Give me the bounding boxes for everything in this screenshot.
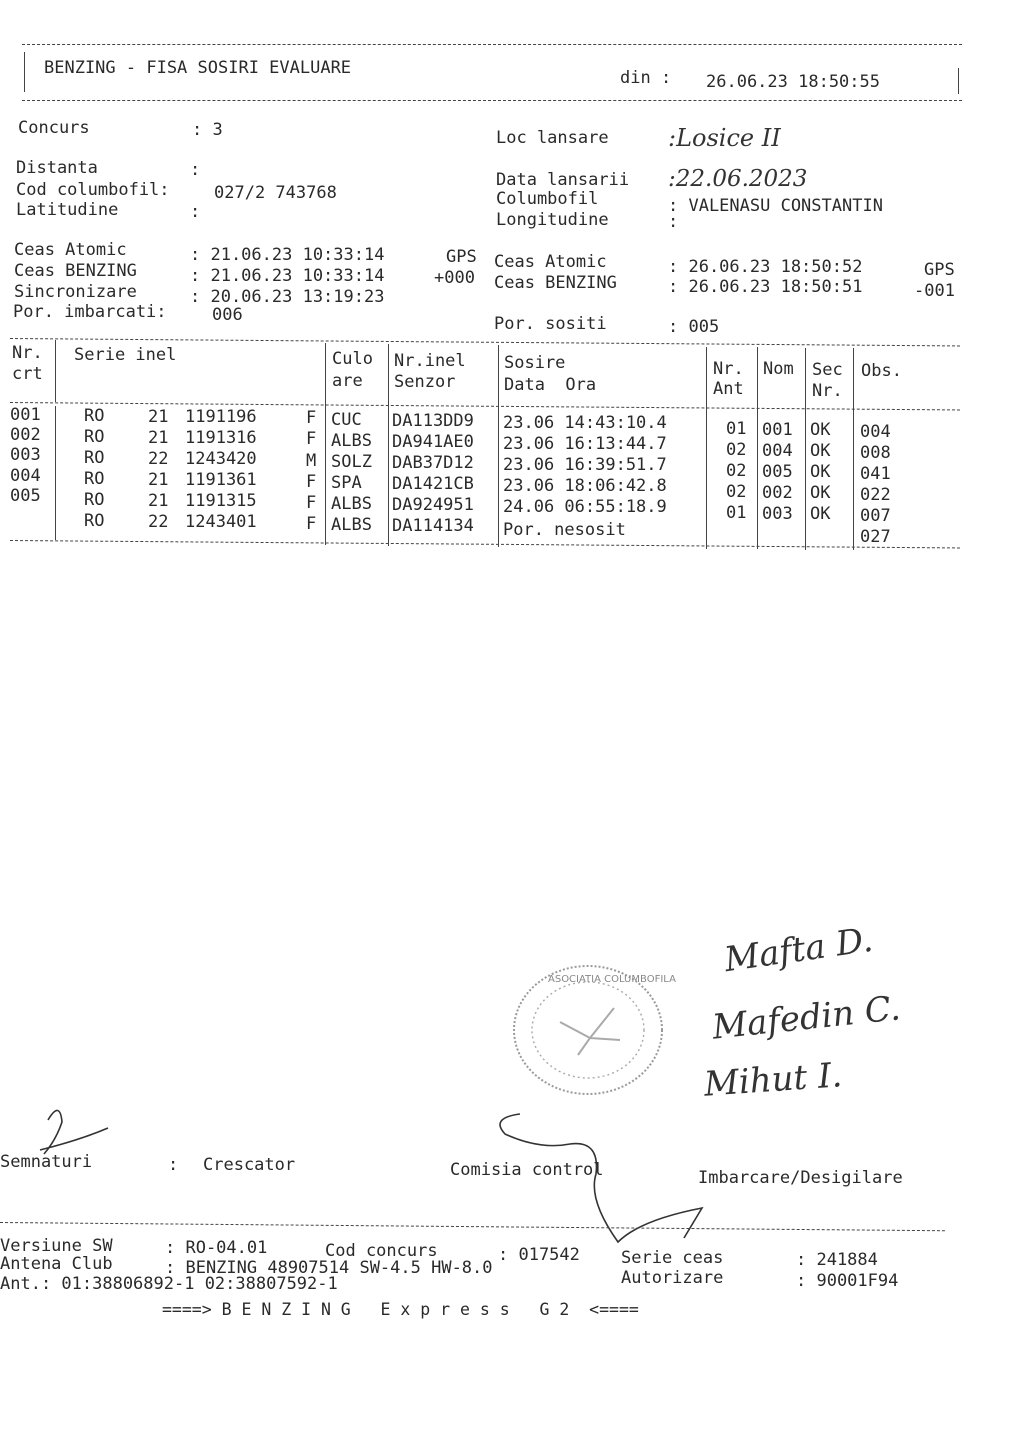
cell-ant: 01 bbox=[726, 419, 747, 439]
th-sosire: Sosire bbox=[504, 353, 566, 373]
cell-senzor: DA114134 bbox=[392, 516, 474, 536]
cell-sex: F bbox=[306, 514, 317, 534]
imbarcati-value: 006 bbox=[212, 305, 243, 325]
cell-inel: 1191196 bbox=[185, 407, 257, 427]
cell-culoare: ALBS bbox=[331, 431, 372, 451]
cod-concurs-label: Cod concurs bbox=[325, 1241, 438, 1261]
th-sec-nr: Nr. bbox=[812, 381, 843, 401]
ceas-benzing-value-right: : 26.06.23 18:50:51 bbox=[668, 277, 863, 297]
cell-inel: 1243420 bbox=[185, 449, 257, 469]
col-sep bbox=[706, 347, 707, 549]
cell-nom: 001 bbox=[762, 420, 793, 440]
cell-an: 21 bbox=[148, 407, 169, 427]
cell-an: 21 bbox=[148, 491, 169, 511]
cell-senzor: DA113DD9 bbox=[392, 411, 474, 431]
crescator-label: Crescator bbox=[203, 1155, 296, 1175]
sositi-value: : 005 bbox=[668, 317, 720, 337]
cell-obs: 022 bbox=[860, 485, 891, 505]
cell-culoare: ALBS bbox=[331, 494, 372, 514]
distanta-value: : bbox=[190, 160, 201, 180]
col-sep bbox=[805, 348, 806, 550]
cod-columbofil-label: Cod columbofil: bbox=[16, 180, 170, 200]
th-nr-inel: Nr.inel bbox=[394, 351, 466, 371]
col-sep bbox=[55, 340, 56, 402]
th-obs: Obs. bbox=[861, 361, 902, 381]
ceas-benzing-label-right: Ceas BENZING bbox=[494, 273, 617, 293]
cell-obs: 007 bbox=[860, 506, 891, 526]
th-nr-ant: Nr. bbox=[713, 359, 744, 379]
cell-sosire: 23.06 18:06:42.8 bbox=[503, 476, 667, 496]
semnaturi-sep: : bbox=[168, 1155, 179, 1175]
versiune-label: Versiune SW bbox=[0, 1236, 113, 1256]
versiune-value: : RO-04.01 bbox=[165, 1238, 268, 1258]
cell-inel: 1191361 bbox=[185, 470, 257, 490]
document-title: BENZING - FISA SOSIRI EVALUARE bbox=[44, 58, 352, 78]
handwritten-signature-3: Mihut I. bbox=[702, 1055, 844, 1105]
cell-inel: 1243401 bbox=[185, 512, 257, 532]
cell-nr: 001 bbox=[10, 405, 41, 425]
cell-sosire: 23.06 16:13:44.7 bbox=[503, 434, 667, 454]
ceas-atomic-value-left: : 21.06.23 10:33:14 bbox=[190, 245, 385, 265]
ceas-atomic-src-right: GPS bbox=[924, 260, 955, 280]
antenna-serials: Ant.: 01:38806892-1 02:38807592-1 bbox=[0, 1274, 338, 1294]
autorizare-value: : 90001F94 bbox=[796, 1271, 899, 1291]
col-sep bbox=[757, 347, 758, 549]
sincronizare-value: : 20.06.23 13:19:23 bbox=[190, 287, 385, 307]
loc-lansare-handwritten: Losice II bbox=[676, 124, 781, 152]
cell-obs: 008 bbox=[860, 443, 891, 463]
th-senzor: Senzor bbox=[394, 372, 456, 392]
sositi-label: Por. sositi bbox=[494, 314, 607, 334]
cell-nr: 004 bbox=[10, 466, 41, 486]
col-sep bbox=[853, 348, 854, 550]
cell-sosire: 23.06 14:43:10.4 bbox=[503, 413, 667, 433]
latitudine-label: Latitudine bbox=[16, 200, 119, 220]
imbarcati-label: Por. imbarcati: bbox=[13, 302, 167, 322]
cell-senzor: DA924951 bbox=[392, 495, 474, 515]
col-sep bbox=[498, 345, 499, 547]
cell-obs: 004 bbox=[860, 422, 891, 442]
cell-sec: OK bbox=[810, 462, 831, 482]
stamp-text: ASOCIATIA COLUMBOFILA bbox=[548, 974, 676, 985]
header-date-value: 26.06.23 18:50:55 bbox=[706, 72, 880, 92]
cell-sex: F bbox=[306, 493, 317, 513]
cell-sex: M bbox=[306, 451, 317, 471]
cell-nom: 003 bbox=[762, 504, 793, 524]
cell-culoare: SOLZ bbox=[331, 452, 372, 472]
cell-sec: OK bbox=[810, 441, 831, 461]
loc-lansare-label: Loc lansare bbox=[496, 128, 609, 148]
cell-sosire: Por. nesosit bbox=[503, 520, 626, 540]
serie-ceas-label: Serie ceas bbox=[621, 1248, 724, 1268]
th-culoare-2: are bbox=[332, 371, 363, 391]
cell-nom: 002 bbox=[762, 483, 793, 503]
cod-concurs-value: : 017542 bbox=[498, 1245, 580, 1265]
cell-nr: 003 bbox=[10, 445, 41, 465]
cell-obs: 027 bbox=[860, 527, 891, 547]
cell-nr: 002 bbox=[10, 425, 41, 445]
serie-ceas-value: : 241884 bbox=[796, 1250, 878, 1270]
th-ant: Ant bbox=[713, 379, 744, 399]
cell-culoare: CUC bbox=[331, 410, 362, 430]
imbarcare-desigilare-label: Imbarcare/Desigilare bbox=[698, 1168, 903, 1188]
ceas-atomic-src-left: GPS bbox=[446, 247, 477, 267]
ceas-atomic-label-right: Ceas Atomic bbox=[494, 252, 607, 272]
loc-lansare-value: :Losice II bbox=[668, 124, 781, 152]
col-sep bbox=[325, 343, 326, 545]
header-right-border bbox=[958, 68, 959, 94]
sincronizare-label: Sincronizare bbox=[14, 282, 137, 302]
cell-nr: 005 bbox=[10, 486, 41, 506]
th-crt: crt bbox=[12, 364, 43, 384]
ceas-benzing-diff-right: -001 bbox=[914, 281, 955, 301]
cell-obs: 041 bbox=[860, 464, 891, 484]
signature-strokes bbox=[0, 1100, 1024, 1300]
cell-sex: F bbox=[306, 429, 317, 449]
antena-club-value: : BENZING 48907514 SW-4.5 HW-8.0 bbox=[165, 1258, 493, 1278]
cell-an: 22 bbox=[148, 512, 169, 532]
cell-inel: 1191315 bbox=[185, 491, 257, 511]
cell-tara: RO bbox=[84, 406, 105, 426]
table-bottom-rule bbox=[10, 540, 960, 548]
cell-ant: 01 bbox=[726, 503, 747, 523]
header-bottom-rule bbox=[22, 100, 962, 101]
cell-tara: RO bbox=[84, 427, 105, 447]
cell-sex: F bbox=[306, 472, 317, 492]
cell-tara: RO bbox=[84, 469, 105, 489]
cell-sec: OK bbox=[810, 420, 831, 440]
cell-nom: 004 bbox=[762, 441, 793, 461]
th-culoare-1: Culo bbox=[332, 349, 373, 369]
cell-ant: 02 bbox=[726, 440, 747, 460]
data-lansarii-value: :22.06.2023 bbox=[668, 166, 808, 192]
handwritten-signature-2: Mafedin C. bbox=[710, 988, 903, 1048]
ceas-benzing-diff-left: +000 bbox=[434, 268, 475, 288]
columbofil-value: : VALENASU CONSTANTIN bbox=[668, 196, 883, 216]
th-data-ora: Data Ora bbox=[504, 375, 597, 395]
col-sep bbox=[388, 344, 389, 546]
longitudine-label: Longitudine bbox=[496, 210, 609, 230]
cell-tara: RO bbox=[84, 511, 105, 531]
cell-sosire: 23.06 16:39:51.7 bbox=[503, 455, 667, 475]
longitudine-value: : bbox=[668, 212, 679, 232]
comisia-control-label: Comisia control bbox=[450, 1160, 604, 1180]
cell-tara: RO bbox=[84, 448, 105, 468]
cell-senzor: DA1421CB bbox=[392, 474, 474, 494]
th-serie-inel: Serie inel bbox=[74, 345, 177, 365]
cell-ant: 02 bbox=[726, 461, 747, 481]
ceas-atomic-label-left: Ceas Atomic bbox=[14, 240, 127, 260]
handwritten-signature-1: Mafta D. bbox=[721, 919, 876, 981]
cell-culoare: SPA bbox=[331, 473, 362, 493]
ceas-benzing-label-left: Ceas BENZING bbox=[14, 261, 137, 281]
cell-tara: RO bbox=[84, 490, 105, 510]
cell-an: 22 bbox=[148, 449, 169, 469]
cell-sec: OK bbox=[810, 504, 831, 524]
header-top-rule bbox=[22, 44, 962, 45]
cell-nom: 005 bbox=[762, 462, 793, 482]
semnaturi-label: Semnaturi bbox=[0, 1152, 93, 1172]
cell-inel: 1191316 bbox=[185, 428, 257, 448]
data-lansarii-label: Data lansarii bbox=[496, 170, 630, 190]
cell-sex: F bbox=[306, 408, 317, 428]
distanta-label: Distanta bbox=[16, 158, 98, 178]
col-sep bbox=[55, 406, 56, 540]
cell-sosire: 24.06 06:55:18.9 bbox=[503, 497, 667, 517]
th-nom: Nom bbox=[763, 359, 794, 379]
concurs-value: : 3 bbox=[192, 120, 223, 140]
cell-sec: OK bbox=[810, 483, 831, 503]
cell-culoare: ALBS bbox=[331, 515, 372, 535]
th-nr: Nr. bbox=[12, 343, 43, 363]
cell-an: 21 bbox=[148, 428, 169, 448]
cell-senzor: DAB37D12 bbox=[392, 453, 474, 473]
header-date-label: din : bbox=[620, 68, 672, 88]
autorizare-label: Autorizare bbox=[621, 1268, 724, 1288]
data-lansarii-handwritten: 22.06.2023 bbox=[675, 166, 808, 192]
antena-club-label: Antena Club bbox=[0, 1254, 113, 1274]
ceas-benzing-value-left: : 21.06.23 10:33:14 bbox=[190, 266, 385, 286]
columbofil-label: Columbofil bbox=[496, 189, 599, 209]
ceas-atomic-value-right: : 26.06.23 18:50:52 bbox=[668, 257, 863, 277]
concurs-label: Concurs bbox=[18, 118, 90, 138]
benzing-brand-line: ====> B E N Z I N G E x p r e s s G 2 <==== bbox=[162, 1300, 639, 1319]
th-sec: Sec bbox=[812, 360, 843, 380]
cod-columbofil-value: 027/2 743768 bbox=[214, 183, 337, 203]
cell-an: 21 bbox=[148, 470, 169, 490]
latitudine-value: : bbox=[190, 202, 201, 222]
cell-senzor: DA941AE0 bbox=[392, 432, 474, 452]
cell-ant: 02 bbox=[726, 482, 747, 502]
header-left-border bbox=[24, 52, 25, 92]
